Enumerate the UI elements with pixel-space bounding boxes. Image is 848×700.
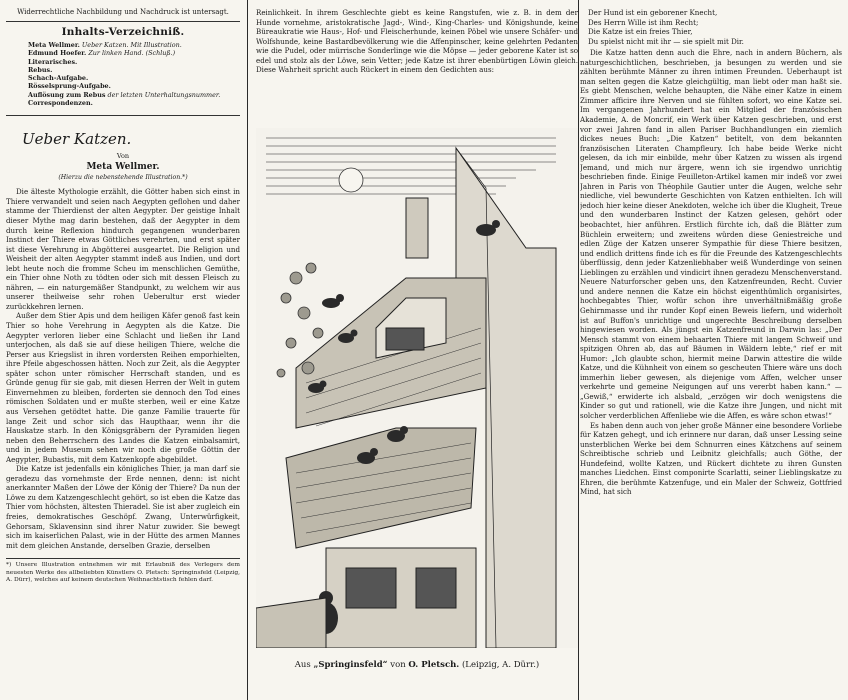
article-body-col3: [580, 48, 842, 497]
column-rule: [578, 0, 579, 700]
paragraph: Reinlichkeit. In ihrem Geschlechte giebt es keine Rangstufen, wie z. B. in dem der Hunde vornehme, aristokratische Jagd-, Wind-, King-Charles- und Königshunde, keine Büreaukratie wie Haus-, Hof- und Fleischerhunde, keinen Pöbel wie unsere Schäfer- und Wolfshunde, keine Bastardbevölkerung wie die Affenpinscher, keine gelehrten Pedanten wie die Pudel, oder mürrische Sonderlinge wie die Möpse — jeder geborene Kater ist so edel und stolz als der Löwe, sein Vetter; jede Katze ist ihrer ebenbürtigen Löwin gleich. Diese Wahrheit spricht auch Rückert in einem den Gedichten aus:: [256, 8, 578, 75]
article-body-col1: [6, 187, 240, 550]
footnote: *) Unsere Illustration entnehmen wir mit Erlaubniß des Verlegers dem neuesten Werke des allbeliebten Künstlers O. Pletsch: Springinsfeld (Leipzig, A. Dürr), welches auf keinem deutschen Weihnachtstisch fehlen darf.: [6, 558, 240, 584]
paragraph: Die Katze ist jedenfalls ein königliches Thier, ja man darf sie geradezu das vornehmste der Erde nennen, denn: ist nicht anerkannter Maßen der Löwe der König der Thiere? Da nun der Löwe zu dem Katzengeschlecht gehört, so ist eben die Katze das Thier vom höchsten, ältesten Thieradel. Sie ist aber zugleich ein freies, demokratisches Geschöpf. Zwang, Unterwürfigkeit, Gehorsam, Sklavensinn sind ihrer Natur zuwider. Sie bewegt sich im kaiserlichen Palast, wie in der Hütte des armen Mannes mit dem gleichen Anstande, derselben Grazie, derselben: [6, 464, 240, 550]
column-middle: [256, 0, 578, 700]
rueckert-verse: Der Hund ist ein geborener Knecht, Des Herrn Wille ist ihm Recht; Die Katze ist ein freies Thier, Du spielst nicht mit ihr — sie spielt mit Dir.: [588, 8, 744, 46]
article-illustration-note: (Hierzu die nebenstehende Illustration.*): [58, 174, 188, 182]
reprint-notice: Widerrechtliche Nachbildung und Nachdruck ist untersagt.: [6, 0, 240, 22]
toc-entry[interactable]: Schach-Aufgabe.: [28, 74, 89, 83]
toc-list: [6, 41, 240, 107]
toc-entry[interactable]: Literarisches.: [28, 57, 78, 66]
toc-entry[interactable]: Rösselsprung-Aufgabe.: [28, 82, 111, 91]
toc-entry[interactable]: Correspondenzen.: [28, 99, 93, 108]
column-left: [6, 0, 240, 700]
toc-entry[interactable]: Auflösung zum Rebus der letzten Unterhaltungsnummer.: [28, 90, 221, 99]
column-rule: [247, 0, 248, 700]
paragraph: Außer dem Stier Apis und dem heiligen Käfer genoß fast kein Thier so hohe Verehrung in Aegypten als die Katze. Die Aegypter verloren lieber eine Schlacht und ließen ihr Land unterjochen, als daß sie auf diese heiligen Thiere, welche die Perser aus Kriegslist in ihren vordersten Reihen emporhielten, ihre Pfeile abgeschossen hätten. Noch zur Zeit, als die Aegypter später schon unter römischer Herrschaft standen, und es Gründe genug für sie gab, mit diesen Herren der Welt in gutem Einvernehmen zu bleiben, forderten sie dennoch den Tod eines römischen Soldaten und er mußte sterben, weil er eine Katze aus Versehen getödtet hatte. Die ganze Familie trauerte für lange Zeit und schor sich das Haupthaar, wenn ihr die Hauskatze starb. In den Königsgräbern der Pyramiden liegen neben den Beherrschern des Landes die Katzen einbalsamirt, und in jedem Museum sehen wir noch die große Göttin der Aegypter, Bubastis, mit dem Katzenkopfe abgebildet.: [6, 311, 240, 464]
paragraph: Es haben denn auch von jeher große Männer eine besondere Vorliebe für Katzen gehegt, und ich erinnere nur daran, daß unser Lessing seine unsterblichen Werke bei dem Schnurren eines Kätzchens auf seinem Schreibtische schrieb und Leibnitz gleichfalls; auch Göthe, der Hundefeind, wollte Katzen, und Rückert dichtete zu ihren Gunsten manches Liedchen. Einst componirte Scarlatti, seiner Lieblingskatze zu Ehren, die berühmte Katzenfuge, und ein Maler der Schweiz, Gottfried Mind, hat sich: [580, 420, 842, 497]
illustration-caption: Aus „Springinsfeld“ von O. Pletsch. (Leipzig, A. Dürr.): [294, 660, 540, 670]
article-body-col2: [256, 8, 578, 75]
article-author: Meta Wellmer.: [86, 162, 160, 173]
column-right: [580, 0, 842, 700]
moon: [339, 168, 363, 192]
toc-entry[interactable]: Edmund Hoefer. Zur linken Hand. (Schluß.): [28, 49, 176, 58]
toc-title: Inhalts-Verzeichniß.: [61, 26, 185, 38]
article-title: Ueber Katzen.: [22, 130, 132, 149]
divider: [6, 115, 240, 116]
illustration-cats-on-rooftops: [256, 128, 578, 648]
paragraph: Die älteste Mythologie erzählt, die Götter haben sich einst in Thiere verwandelt und seien nach Aegypten geflohen und daher stamme der Thierdienst der alten Aegypter. Der geistige Inhalt dieser Mythe mag darin bestehen, daß der Aegypter in dem durch keine Reflexion hindurch gegangenen wunderbaren Instinct der Thiere etwas Göttliches verehrten, und erst später ist diese Verehrung in Abgötterei ausgeartet. Die Religion und Weisheit der alten Aegypter stammt indeß aus Indien, und dort lebt heute noch die fromme Scheu im menschlichen Gemüthe, ein Thier ohne Noth zu tödten oder sich mit dessen Fleisch zu nähren, — ein naturgemäßer Standpunkt, zu welchem wir aus unserer theilweise sehr rohen Ueberultur erst wieder zurückkehren lernen.: [6, 187, 240, 311]
toc-entry[interactable]: Rebus.: [28, 65, 53, 74]
paragraph: Die Katze hatten denn auch die Ehre, nach in andern Büchern, als naturgeschichtlichen, beschrieben, ja besungen zu werden und sie zählten berühmte Männer zu ihren intimen Freunden. Ueberhaupt ist man selten gegen die Katze gleichgültig, man liebt oder man haßt sie. Es giebt Menschen, welche behaupten, die Nähe einer Katze in einem Zimmer afficire ihre Nerven und sie fühlten sofort, wo eine Katze sei. Im vergangenen Jahrhundert hat ein Mitglied der französischen Akademie, A. de Moncrif, ein Werk über Katzen geschrieben, und erst vor zwei Jahren fand in allen Pariser Buchhandlungen ein ziemlich dickes neues Buch: „Die Katzen“ betitelt, von dem bekannten französischen Literaten Champfleury. Ich habe beide Werke nicht gelesen, da ich mir einbilde, mehr über Katzen zu wissen als irgend Jemand, und mich nur ärgere, wenn ich sie irgendwo unrichtig beschrieben finde. Einige Feuilleton-Artikel kamen mir indeß vor zwei Jahren in Paris von Théophile Gautier unter die Augen, welche sehr niedliche, viel bewunderte Geschichten von Katzen enthielten. Ich will jedoch hier keine dieser Anekdoten, welche ich über die Klugheit, Treue und den wunderbaren Instinct der Katzen gelesen, gehört oder beobachtet, hier anführen. Erstlich fürchte ich, daß die Blätter zum Büchlein erweitern; und zweitens würden diese Geniestreiche und edlen Züge der Katzen unserer Sympathie für diese Thiere besitzen, und endlich drittens finde ich es für die Freunde des Katzengeschlechts überflüssig, denn jeder Katzenliebhaber weiß Wunderdinge von seinen Lieblingen zu erzählen und vindicirt ihnen geradezu Menschenverstand. Neuere Naturforscher geben uns, den Katzenfreunden, Recht. Cuvier und andere nennen die Katze ein höchst eigenthümlich organisirtes, hochbegabtes Thier, wofür schon ihre unverhältnißmäßig große Gehirnmasse und ihr runder Kopf einen Beweis liefern, und widerholt ist auf Buffon's unrichtige und ungerechte Beschreibung derselben hingewiesen worden. Als jüngst ein Katzenfreund in Darwin las: „Der Mensch stammt von einem behaarten Thiere mit langem Schweif und spitzigen Ohren ab, das auf Bäumen in Wäldern lebte,“ rief er mit Humor: „Ich glaubte schon, hiermit meine Darwin attestire die wilde Katze, und die Kühnheit von einem so gescheuten Thiere wäre uns doch immerhin lieber gewesen, als diejenige vom Affen, welcher unser verkehrte und gemeine Neigungen auf uns vererbt haben kann.“ — „Gewiß,“ erwiderte ich alsbald, „erzögen wir doch wenigstens die Kinder so gut und rationell, wie die Katze ihre Jungen, und nicht mit solcher verderblichen Affenliebe wie die Affen, es wäre schon etwas!“: [580, 48, 842, 420]
article-von: Von: [116, 152, 130, 161]
toc-entry[interactable]: Meta Wellmer. Ueber Katzen. Mit Illustration.: [28, 41, 182, 49]
